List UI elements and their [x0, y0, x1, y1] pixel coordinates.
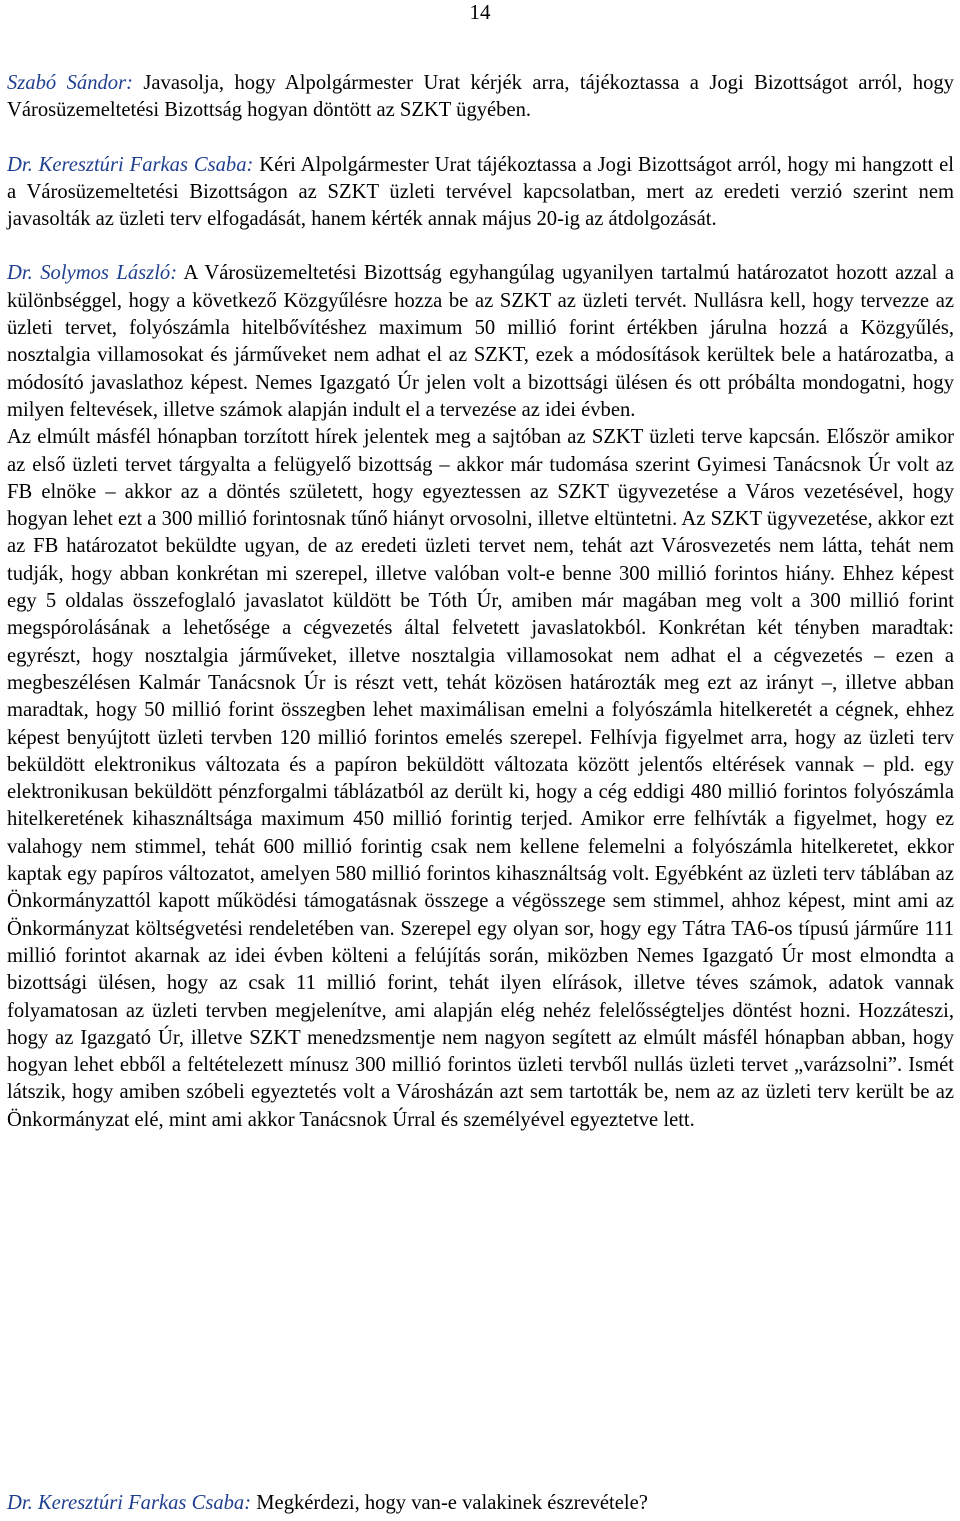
paragraph-text: A Városüzemeltetési Bizottság egyhangúlag ugyanilyen tartalmú határozatot hozott azzal a különbséggel, hogy a következő Közgyűlésre hozza be az SZKT az üzleti tervét. Nullásra kell, hogy tervezze az üzleti tervet, folyószámla hitelbővítéshez maximum 50 millió forint értékben járulna hozzá a Közgyűlés, nosztalgia villamosokat és járműveket nem adhat el az SZKT, ezek a módosítások kerültek bele a határozatba, a módosító javaslathoz képest. Nemes Igazgató Úr jelen volt a bizottsági ülésen és ott próbálta mondogatni, hogy milyen feltevések, illetve számok alapján indult el a tervezése az idei évben. — [7, 262, 955, 421]
document-body — [7, 70, 954, 1134]
page-number: 14 — [469, 0, 491, 24]
speaker-name: Szabó Sándor: — [7, 72, 133, 94]
paragraph-text: Kéri Alpolgármester Urat tájékoztassa a Jogi Bizottságot arról, hogy mi hangzott el a Városüzemeltetési Bizottságon az SZKT üzleti tervével kapcsolatban, mert az eredeti verzió szerint nem javasolták az üzleti terv elfogadását, hanem kérték annak május 20-ig az átdolgozását. — [7, 153, 954, 231]
paragraph-continuation — [7, 424, 954, 1134]
paragraph-text: Az elmúlt másfél hónapban torzított hírek jelentek meg a sajtóban az SZKT üzleti terve kapcsán. Először amikor az első üzleti tervet tárgyalta a felügyelő bizottság – akkor már tudomása szerint Gyimesi Tanácsnok Úr volt az FB elnöke – akkor az a döntés született, hogy egyeztessen az SZKT ügyvezetése a Város vezetésével, hogy hogyan lehet ezt a 300 millió forintosnak tűnő hiányt orvosolni, illetve eltüntetni. Az SZKT ügyvezetése, akkor ezt az FB határozatot beküldte ugyan, de az eredeti üzleti tervet nem, tehát azt Városvezetés nem látta, tehát nem tudják, hogy abban konkrétan mi szerepel, illetve valóban volt-e benne 300 millió forintos hiány. Ehhez képest egy 5 oldalas összefoglaló javaslatot küldött be Tóth Úr, amiben már magában meg volt a 300 millió forint megspórolásának a lehetősége a cégvezetés által felvetett javaslatokból. Konkrétan két tényben maradtak: egyrészt, hogy nosztalgia járműveket, illetve nosztalgia villamosokat nem adhat el a cégvezetés – ezen a megbeszélésen Kalmár Tanácsnok Úr is részt vett, tehát közösen határozták meg ezt az irányt –, illetve abban maradtak, hogy 50 millió forint összegben lehet maximálisan emelni a folyószámla hitelkeretét a cégnek, ehhez képest benyújtott üzleti tervben 120 millió forintos emelés szerepel. Felhívja figyelmet arra, hogy az üzleti terv beküldött elektronikus változata és a papíron beküldött változata között jelentős eltérések vannak – pld. egy elektronikusan beküldött pénzforgalmi táblázatból az derült ki, hogy a cég eddigi 480 millió forintos folyószámla hitelkeretének kihasználtsága maximum 450 millió forintig terjed. Amikor erre felhívták a figyelmet, hogy ez valahogy nem stimmel, tehát 600 millió forintig csak nem kellene felemelni a folyószámla hitelkeretet, ekkor kaptak egy papíros változatot, amelyen 580 millió forintos kihasználtság volt. Egyébként az üzleti terv táblában az Önkormányzattól kapott működési támogatásnak összege a végösszege sem stimmel, ahhoz képest, mint ami az Önkormányzat költségvetési rendeletében van. Szerepel egy olyan sor, hogy egy Tátra TA6-os típusú járműre 111 millió forintot akarnak az idei évben költeni a felújítás során, miközben Nemes Igazgató Úr most elmondta a bizottsági ülésen, hogy az csak 11 millió forint, tehát ilyen elírások, illetve téves számok, adatok vannak folyamatosan az üzleti tervben megjelenítve, ami alapján elég nehéz felelősségteljes döntést hozni. Hozzáteszi, hogy az Igazgató Úr, illetve SZKT menedzsmentje nem nagyon segített az elmúlt másfél hónapban abban, hogy hogyan lehet ebből a feltételezett mínusz 300 millió forintos üzleti tervből nullás üzleti tervet „varázsolni”. Ismét látszik, hogy amiben szóbeli egyeztetés volt a Városházán azt sem tartották be, nem az az üzleti terv került be az Önkormányzat elé, mint ami akkor Tanácsnok Úrral és személyével egyeztetve lett. — [7, 426, 954, 1131]
paragraph-kereszturi-2 — [7, 1490, 954, 1517]
paragraph-kereszturi-1 — [7, 152, 954, 234]
paragraph-szabo — [7, 70, 954, 125]
paragraph-solymos — [7, 260, 954, 424]
speaker-name: Dr. Keresztúri Farkas Csaba: — [7, 153, 254, 176]
paragraph-text: Megkérdezi, hogy van-e valakinek észrevétele? — [251, 1492, 648, 1514]
paragraph-text: Javasolja, hogy Alpolgármester Urat kérjék arra, tájékoztassa a Jogi Bizottságot arról, hogy Városüzemeltetési Bizottság hogyan döntött az SZKT ügyében. — [7, 72, 954, 122]
speaker-name: Dr. Solymos László: — [7, 262, 178, 285]
speaker-name: Dr. Keresztúri Farkas Csaba: — [7, 1492, 252, 1514]
